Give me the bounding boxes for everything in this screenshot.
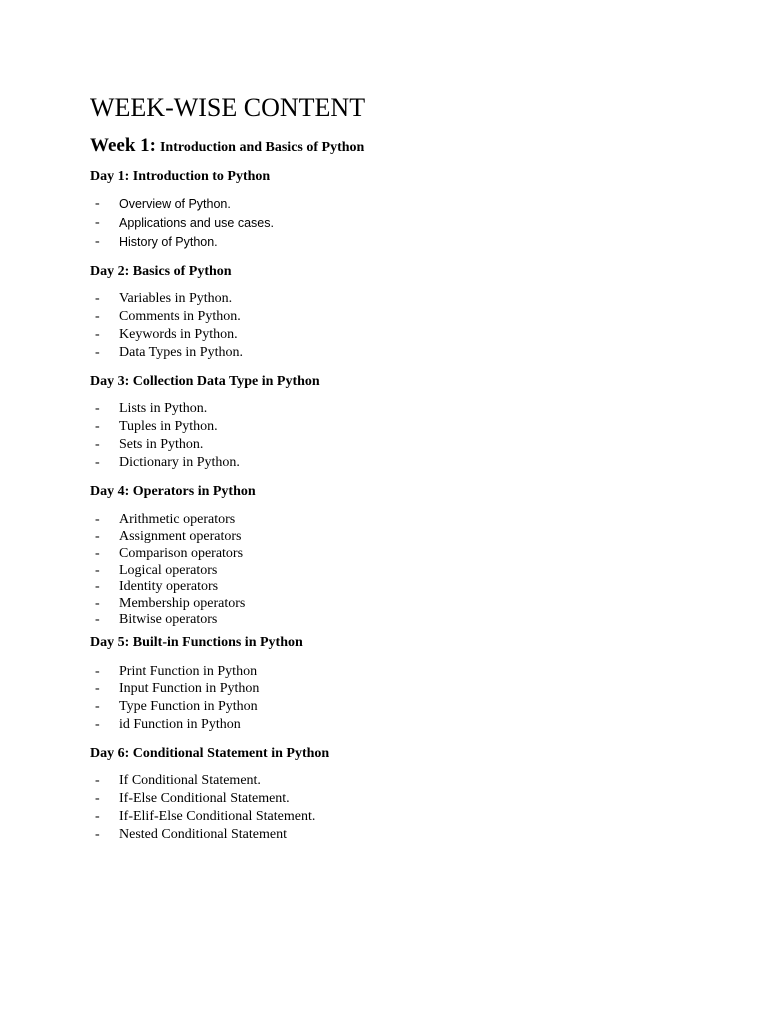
- day-3-heading: Day 3: Collection Data Type in Python: [90, 374, 320, 389]
- bullet-dash: -: [95, 699, 100, 714]
- list-item-text: Data Types in Python.: [119, 345, 243, 360]
- bullet-dash: -: [95, 664, 100, 679]
- bullet-dash: -: [95, 345, 100, 360]
- bullet-dash: -: [95, 827, 100, 842]
- bullet-dash: -: [95, 234, 100, 249]
- bullet-dash: -: [95, 327, 100, 342]
- list-item-text: If Conditional Statement.: [119, 773, 261, 788]
- bullet-dash: -: [95, 563, 100, 578]
- list-item-text: Comments in Python.: [119, 309, 241, 324]
- list-item-text: Applications and use cases.: [119, 216, 274, 230]
- bullet-dash: -: [95, 717, 100, 732]
- list-item-text: If-Else Conditional Statement.: [119, 791, 290, 806]
- bullet-dash: -: [95, 529, 100, 544]
- list-item-text: Identity operators: [119, 579, 219, 594]
- list-item-text: Lists in Python.: [119, 401, 208, 416]
- list-item-text: Keywords in Python.: [119, 327, 238, 342]
- list-item-text: Input Function in Python: [119, 681, 260, 696]
- week-subtitle: Introduction and Basics of Python: [159, 140, 365, 155]
- list-item-text: Arithmetic operators: [119, 512, 236, 527]
- bullet-dash: -: [95, 419, 100, 434]
- list-item-text: If-Elif-Else Conditional Statement.: [119, 809, 316, 824]
- list-item-text: Dictionary in Python.: [119, 455, 240, 470]
- list-item-text: Variables in Python.: [119, 291, 233, 306]
- week-heading: [90, 134, 364, 160]
- day-6-heading: Day 6: Conditional Statement in Python: [90, 746, 330, 761]
- day-1-heading: Day 1: Introduction to Python: [90, 169, 271, 184]
- list-item-text: Comparison operators: [119, 546, 244, 561]
- bullet-dash: -: [95, 215, 100, 230]
- week-label: Week 1:: [90, 135, 156, 156]
- bullet-dash: -: [95, 196, 100, 211]
- list-item-text: Assignment operators: [119, 529, 242, 544]
- list-item-text: Nested Conditional Statement: [119, 827, 287, 842]
- day-4-heading: Day 4: Operators in Python: [90, 484, 256, 499]
- bullet-dash: -: [95, 612, 100, 627]
- bullet-dash: -: [95, 596, 100, 611]
- bullet-dash: -: [95, 773, 100, 788]
- page-title: WEEK-WISE CONTENT: [90, 93, 366, 122]
- list-item-text: Overview of Python.: [119, 197, 231, 211]
- list-item-text: Membership operators: [119, 596, 246, 611]
- list-item-text: Type Function in Python: [119, 699, 258, 714]
- list-item-text: Tuples in Python.: [119, 419, 218, 434]
- bullet-dash: -: [95, 437, 100, 452]
- bullet-dash: -: [95, 681, 100, 696]
- bullet-dash: -: [95, 309, 100, 324]
- bullet-dash: -: [95, 512, 100, 527]
- bullet-dash: -: [95, 291, 100, 306]
- bullet-dash: -: [95, 791, 100, 806]
- list-item-text: History of Python.: [119, 235, 218, 249]
- list-item-text: id Function in Python: [119, 717, 241, 732]
- list-item-text: Sets in Python.: [119, 437, 204, 452]
- list-item-text: Logical operators: [119, 563, 218, 578]
- list-item-text: Bitwise operators: [119, 612, 218, 627]
- bullet-dash: -: [95, 546, 100, 561]
- list-item-text: Print Function in Python: [119, 664, 258, 679]
- day-5-heading: Day 5: Built-in Functions in Python: [90, 635, 303, 650]
- bullet-dash: -: [95, 579, 100, 594]
- bullet-dash: -: [95, 455, 100, 470]
- bullet-dash: -: [95, 401, 100, 416]
- bullet-dash: -: [95, 809, 100, 824]
- day-2-heading: Day 2: Basics of Python: [90, 264, 232, 279]
